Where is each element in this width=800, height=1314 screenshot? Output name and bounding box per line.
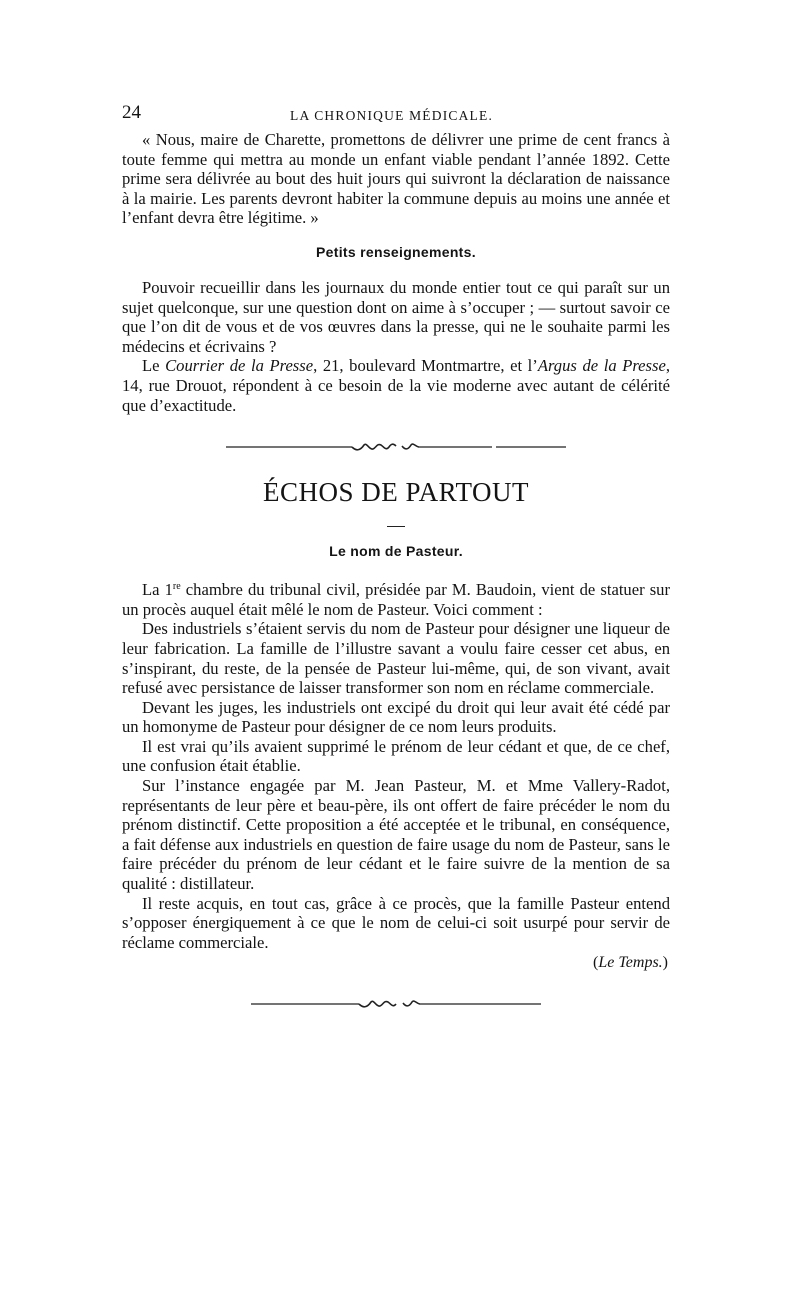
courrier-de-la-presse-title: Courrier de la Presse (165, 356, 314, 376)
petits-renseignements-paragraph-1: Pouvoir recueillir dans les journaux du monde entier tout ce qui paraît sur un sujet quelconque, sur une question dont on aime à s’occuper ; — surtout savoir ce que l’on dit de vous et de vos œuvres dans la presse, qui ne le souhaite parmi les médecins et écrivains ? (122, 277, 670, 356)
paren-open: ( (593, 954, 599, 972)
text-segment: Le (142, 356, 166, 376)
echos-de-partout-title: ÉCHOS DE PARTOUT (263, 477, 529, 508)
text-segment: , 14, rue Drouot, répondent à ce besoin de la vie moderne avec autant de célérité que d’exactitude. (122, 356, 670, 415)
text-segment: chambre du tribunal civil, présidée par M. Baudoin, vient de statuer sur un procès auquel était mêlé le nom de Pasteur. Voici comment : (122, 580, 670, 619)
pasteur-paragraph-6: Il reste acquis, en tout cas, grâce à ce procès, que la famille Pasteur entend s’opposer énergiquement à ce que le nom de celui-ci soit usurpé pour servir de réclame commerciale. (122, 893, 670, 952)
pasteur-paragraph-5: Sur l’instance engagée par M. Jean Pasteur, M. et Mme Vallery-Radot, représentants de leur père et beau-père, ils ont offert de faire précéder le nom du prénom distinctif. Cette proposition a été acceptée et le tribunal, en conséquence, a fait défense aux industriels en question de faire usage du nom de Pasteur, sans le faire précéder du prénom de leur cédant et le faire suivre de la mention de sa qualité : distillateur. (122, 776, 670, 894)
ornamental-divider-icon (251, 998, 541, 1012)
argus-de-la-presse-title: Argus de la Presse (537, 356, 666, 376)
running-title: LA CHRONIQUE MÉDICALE. (290, 108, 494, 123)
document-page (122, 100, 670, 1012)
title-rule (387, 526, 405, 527)
paren-close: ) (662, 954, 668, 972)
source-le-temps: Le Temps. (598, 954, 663, 972)
pasteur-paragraph-4: Il est vrai qu’ils avaient supprimé le prénom de leur cédant et que, de ce chef, une confusion était établie. (122, 736, 670, 776)
pasteur-paragraph-1 (122, 577, 670, 619)
ornamental-divider-icon (226, 441, 566, 455)
text-segment: , 21, boulevard Montmartre, et l’ (313, 356, 538, 376)
petits-renseignements-paragraph-2 (122, 356, 670, 415)
mayor-quote-paragraph: « Nous, maire de Charette, promettons de délivrer une prime de cent francs à toute femme qui mettra au monde un enfant viable pendant l’année 1892. Cette prime sera délivrée au bout des huit jours qui suivront la déclaration de naissance à la mairie. Les parents devront habiter la commune depuis au moins une année et l’enfant devra être légitime. » (122, 130, 670, 228)
source-citation (122, 954, 670, 972)
page-number: 24 (122, 102, 141, 123)
pasteur-paragraph-3: Devant les juges, les industriels ont excipé du droit qui leur avait été cédé par un homonyme de Pasteur pour désigner de ce nom leurs produits. (122, 697, 670, 737)
text-segment: La 1 (142, 580, 173, 600)
running-header (122, 100, 670, 130)
ordinal-superscript: re (172, 581, 181, 593)
section-heading-le-nom-de-pasteur: Le nom de Pasteur. (329, 543, 463, 560)
pasteur-paragraph-2: Des industriels s’étaient servis du nom de Pasteur pour désigner une liqueur de leur fabrication. La famille de l’illustre savant a voulu faire cesser cet abus, en s’inspirant, du reste, de la pensée de Pasteur lui-même, qui, de son vivant, avait refusé avec persistance de laisser transformer son nom en réclame commerciale. (122, 619, 670, 698)
section-heading-petits-renseignements: Petits renseignements. (316, 243, 476, 260)
